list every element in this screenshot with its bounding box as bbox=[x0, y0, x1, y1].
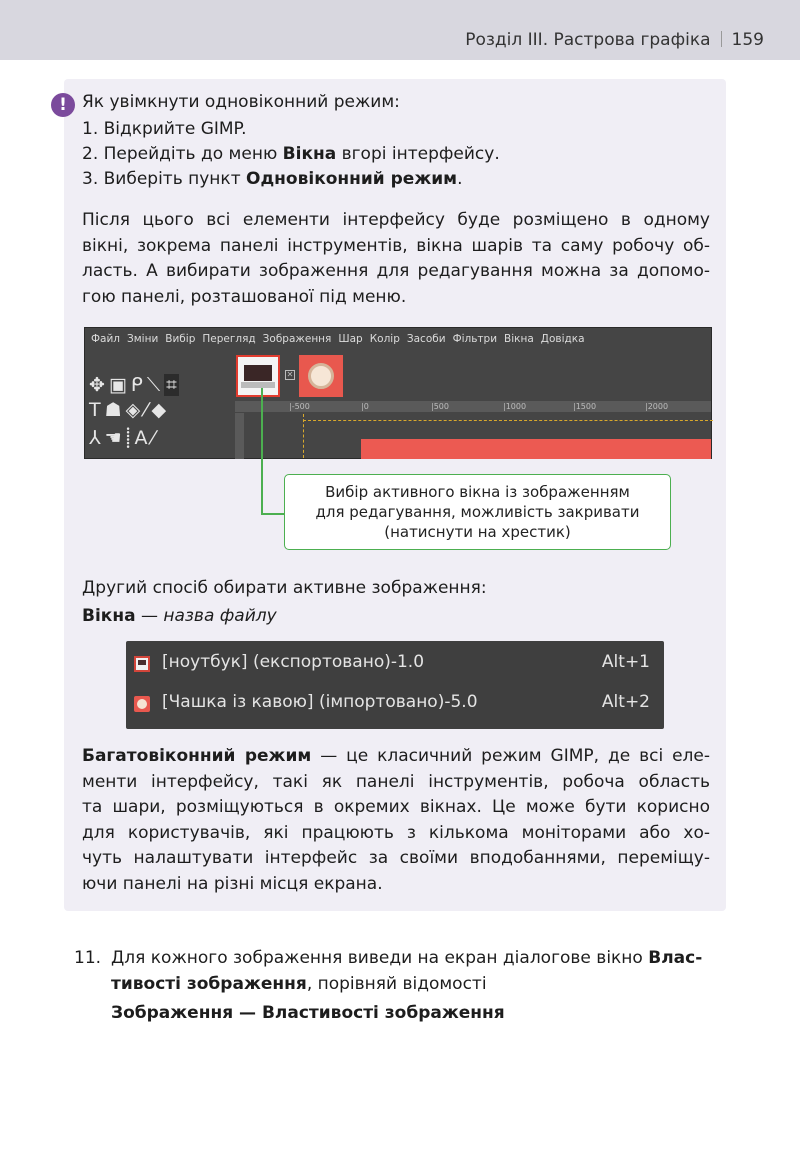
paragraph-line: ласть. А вибирати зображення для редагування можна за допомо- bbox=[82, 261, 710, 281]
callout-line: Вибір активного вікна із зображенням bbox=[325, 483, 630, 501]
paintbrush-icon[interactable]: ⁄ bbox=[144, 399, 152, 421]
paragraph-line: ючи панелі на різні місця екрана. bbox=[82, 873, 383, 894]
header-divider bbox=[721, 31, 722, 47]
callout-box bbox=[284, 474, 671, 550]
single-window-paragraph bbox=[82, 208, 710, 310]
move-tool-icon[interactable]: ✥ bbox=[89, 374, 109, 396]
ruler-label: |0 bbox=[361, 402, 369, 411]
menu-item-shortcut: Alt+1 bbox=[601, 652, 650, 672]
section-title: Розділ III. Растрова графіка bbox=[465, 30, 711, 50]
menu-filters[interactable]: Фільтри bbox=[452, 333, 498, 345]
task-bold: тивості зображення bbox=[111, 973, 307, 994]
term-bold: Багатовіконний режим bbox=[82, 746, 312, 766]
ruler-label: |1500 bbox=[573, 402, 597, 411]
eraser-icon[interactable]: ◆ bbox=[151, 399, 171, 421]
crop-tool-icon[interactable]: ⌗ bbox=[166, 374, 177, 396]
image-canvas bbox=[361, 439, 711, 459]
step-number: 1. bbox=[82, 119, 99, 139]
paths-icon[interactable]: ⸽ bbox=[125, 427, 135, 449]
step-number: 3. bbox=[82, 169, 99, 189]
menu-select[interactable]: Вибір bbox=[165, 333, 196, 345]
page-header bbox=[0, 0, 800, 60]
close-icon[interactable]: ✕ bbox=[286, 370, 294, 379]
callout-line: для редагування, можливість закривати bbox=[315, 503, 640, 521]
paragraph-line bbox=[82, 744, 710, 770]
task-menu-path: Зображення — Властивості зображення bbox=[111, 1003, 505, 1023]
color-picker-icon[interactable]: ⁄ bbox=[151, 427, 159, 449]
menu-tools[interactable]: Засоби bbox=[406, 333, 446, 345]
menu-path-bold: Вікна bbox=[82, 606, 136, 626]
step-2 bbox=[82, 142, 500, 167]
laptop-base-icon bbox=[241, 382, 275, 388]
ruler-label: |1000 bbox=[503, 402, 527, 411]
menu-name: Вікна bbox=[282, 144, 337, 164]
menu-item-name: Одновіконний режим bbox=[246, 169, 458, 189]
tool-row bbox=[89, 424, 229, 449]
horizontal-ruler bbox=[235, 401, 711, 412]
toolbox bbox=[89, 374, 229, 449]
ruler-label: |500 bbox=[431, 402, 449, 411]
vertical-ruler bbox=[235, 413, 244, 459]
task-number: 11. bbox=[74, 948, 102, 968]
menu-view[interactable]: Перегляд bbox=[202, 333, 256, 345]
note-intro: Як увімкнути одновіконний режим: bbox=[82, 92, 400, 112]
laptop-image-tab[interactable] bbox=[236, 355, 280, 397]
tool-row bbox=[89, 374, 229, 399]
windows-menu-item[interactable] bbox=[126, 689, 664, 719]
menu-item-label: [ноутбук] (експортовано)-1.0 bbox=[162, 652, 425, 672]
page-number: 159 bbox=[731, 30, 764, 50]
task-text bbox=[111, 946, 726, 1027]
paragraph-line: для користувачів, які працюють з кількома моніторами або хо- bbox=[82, 822, 710, 843]
task-line bbox=[111, 946, 726, 972]
menu-edit[interactable]: Зміни bbox=[127, 333, 159, 345]
paragraph-line: та шари, розміщуються в окремих вікнах. Це може бути корисно bbox=[82, 797, 710, 817]
warp-icon[interactable]: ☗ bbox=[104, 399, 126, 421]
second-way-text: Другий спосіб обирати активне зображення: bbox=[82, 578, 487, 598]
menu-path-dash: — bbox=[135, 606, 164, 626]
lasso-icon[interactable]: ᑭ bbox=[130, 374, 147, 396]
rect-select-icon[interactable]: ▣ bbox=[108, 374, 131, 396]
step-text: . bbox=[457, 169, 463, 189]
menu-file[interactable]: Файл bbox=[91, 333, 121, 345]
tool-row bbox=[89, 399, 229, 424]
menu-layer[interactable]: Шар bbox=[338, 333, 363, 345]
menu-path bbox=[82, 604, 277, 629]
clone-icon[interactable]: ⅄ bbox=[89, 427, 105, 449]
gimp-menubar bbox=[91, 333, 592, 345]
paragraph-line: вікні, зокрема панелі інструментів, вікна шарів та саму робочу об- bbox=[82, 235, 710, 256]
windows-menu bbox=[126, 641, 664, 729]
step-text: Відкрийте GIMP. bbox=[103, 119, 247, 139]
paragraph-line: гою панелі, розташованої під меню. bbox=[82, 286, 407, 307]
coffee-cup-icon bbox=[308, 363, 334, 389]
transform-icon[interactable]: T bbox=[89, 399, 105, 421]
task-text-span: Для кожного зображення виведи на екран діалогове вікно bbox=[111, 948, 649, 968]
callout-line: (натиснути на хрестик) bbox=[384, 523, 571, 541]
task-line bbox=[111, 1001, 726, 1027]
menu-item-shortcut: Alt+2 bbox=[601, 692, 650, 712]
paragraph-line: Після цього всі елементи інтерфейсу буде розміщено в одному bbox=[82, 210, 710, 230]
smudge-icon[interactable]: ☚ bbox=[104, 427, 126, 449]
step-text: вгорі інтерфейсу. bbox=[336, 144, 500, 164]
step-number: 2. bbox=[82, 144, 99, 164]
coffee-cup-icon bbox=[134, 696, 150, 712]
canvas-boundary bbox=[303, 420, 713, 421]
multi-window-paragraph bbox=[82, 744, 710, 897]
step-text: Перейдіть до меню bbox=[103, 144, 283, 164]
text-tool-icon[interactable]: A bbox=[134, 427, 152, 449]
paragraph-line: чуть налаштувати інтерфейс за своїми вподобаннями, переміщу- bbox=[82, 848, 710, 868]
menu-path-italic: назва файлу bbox=[163, 606, 277, 626]
ruler-label: |2000 bbox=[645, 402, 669, 411]
task-text-span: , порівняй відомості bbox=[306, 973, 487, 994]
menu-colors[interactable]: Колір bbox=[369, 333, 400, 345]
ruler-label: |-500 bbox=[289, 402, 310, 411]
callout-connector bbox=[261, 388, 263, 515]
exclamation-icon: ! bbox=[51, 93, 75, 117]
menu-item-label: [Чашка із кавою] (імпортовано)-5.0 bbox=[162, 692, 478, 712]
menu-image[interactable]: Зображення bbox=[262, 333, 332, 345]
menu-help[interactable]: Довідка bbox=[540, 333, 585, 345]
step-1 bbox=[82, 117, 247, 142]
coffee-image-tab[interactable] bbox=[299, 355, 343, 397]
laptop-icon bbox=[134, 656, 150, 672]
paragraph-line: менти інтерфейсу, такі як панелі інструментів, робоча область bbox=[82, 771, 710, 792]
task-line bbox=[111, 972, 726, 998]
task-bold: Влас- bbox=[648, 948, 703, 968]
laptop-screen-icon bbox=[244, 365, 272, 381]
windows-menu-item[interactable] bbox=[126, 649, 664, 679]
fuzzy-select-icon[interactable]: ⟍ bbox=[146, 374, 165, 396]
bucket-fill-icon[interactable]: ◈ bbox=[125, 399, 145, 421]
step-text: Виберіть пункт bbox=[103, 169, 246, 189]
gimp-screenshot bbox=[84, 327, 712, 459]
paragraph-text: — це класичний режим GIMP, де всі еле- bbox=[311, 746, 710, 766]
menu-windows[interactable]: Вікна bbox=[504, 333, 534, 345]
callout-connector bbox=[261, 513, 285, 515]
running-head bbox=[465, 30, 764, 50]
step-3 bbox=[82, 167, 462, 192]
